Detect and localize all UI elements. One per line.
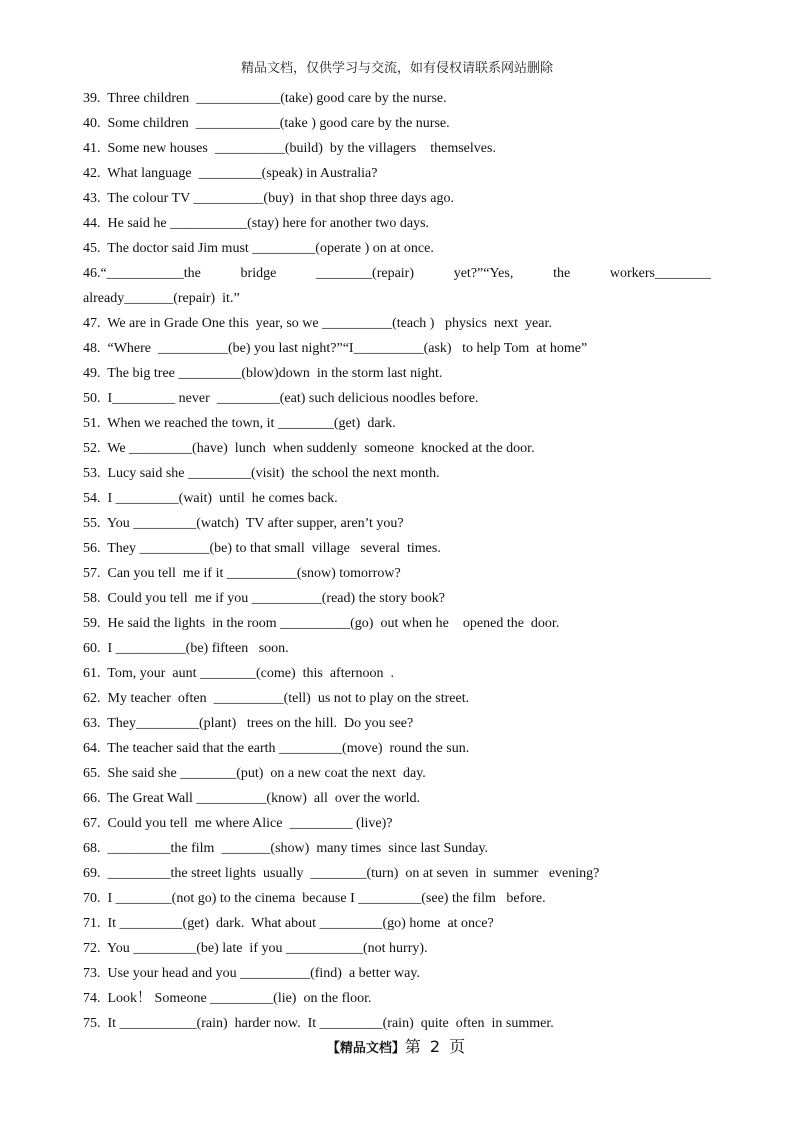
question-74: 74. Look！ Someone _________(lie) on the floor. [83,991,372,1006]
question-62: 62. My teacher often __________(tell) us not to play on the street. [83,691,470,706]
question-44: 44. He said he ___________(stay) here for another two days. [83,216,430,231]
page-footer [0,1034,794,1057]
q46-part: workers________ [609,266,711,281]
question-49: 49. The big tree _________(blow)down in the storm last night. [83,366,443,381]
question-46-line-1 [83,261,711,286]
question-58: 58. Could you tell me if you __________(read) the story book? [83,591,445,606]
question-41: 41. Some new houses __________(build) by the villagers themselves. [83,141,496,156]
q46-part: 46.“___________the [83,266,201,281]
question-46-line-2: already_______(repair) it.” [83,291,240,306]
question-48: 48. “Where __________(be) you last night?”“I__________(ask) to help Tom at home” [83,341,588,356]
question-61: 61. Tom, your aunt ________(come) this afternoon . [83,666,394,681]
question-75: 75. It ___________(rain) harder now. It _________(rain) quite often in summer. [83,1016,554,1031]
page-number: 第 2 页 [404,1037,468,1056]
q46-part: the [553,266,571,281]
question-73: 73. Use your head and you __________(find) a better way. [83,966,420,981]
question-43: 43. The colour TV __________(buy) in that shop three days ago. [83,191,454,206]
question-59: 59. He said the lights in the room __________(go) out when he opened the door. [83,616,560,631]
question-51: 51. When we reached the town, it ________(get) dark. [83,416,396,431]
question-65: 65. She said she ________(put) on a new coat the next day. [83,766,426,781]
question-55: 55. You _________(watch) TV after supper, aren’t you? [83,516,404,531]
question-72: 72. You _________(be) late if you ___________(not hurry). [83,941,428,956]
question-40: 40. Some children ____________(take ) good care by the nurse. [83,116,450,131]
page-header: 精品文档，仅供学习与交流，如有侵权请联系网站删除 [240,61,553,76]
question-68: 68. _________the film _______(show) many times since last Sunday. [83,841,489,856]
question-70: 70. I ________(not go) to the cinema because I _________(see) the film before. [83,891,546,906]
question-42: 42. What language _________(speak) in Australia? [83,166,378,181]
question-63: 63. They_________(plant) trees on the hill. Do you see? [83,716,414,731]
question-64: 64. The teacher said that the earth _________(move) round the sun. [83,741,470,756]
question-50: 50. I_________ never _________(eat) such delicious noodles before. [83,391,479,406]
question-69: 69. _________the street lights usually ________(turn) on at seven in summer evening? [83,866,600,881]
question-53: 53. Lucy said she _________(visit) the school the next month. [83,466,440,481]
question-60: 60. I __________(be) fifteen soon. [83,641,289,656]
question-56: 56. They __________(be) to that small village several times. [83,541,441,556]
q46-part: bridge [240,266,277,281]
exercise-list [83,86,711,1036]
question-67: 67. Could you tell me where Alice _________ (live)? [83,816,393,831]
question-39: 39. Three children ____________(take) good care by the nurse. [83,91,447,106]
question-45: 45. The doctor said Jim must _________(operate ) on at once. [83,241,434,256]
q46-part: yet?”“Yes, [453,266,514,281]
question-57: 57. Can you tell me if it __________(snow) tomorrow? [83,566,401,581]
question-54: 54. I _________(wait) until he comes back. [83,491,338,506]
question-52: 52. We _________(have) lunch when suddenly someone knocked at the door. [83,441,535,456]
q46-part: ________(repair) [316,266,414,281]
footer-tag: 【精品文档】 [326,1041,405,1056]
question-47: 47. We are in Grade One this year, so we __________(teach ) physics next year. [83,316,552,331]
question-71: 71. It _________(get) dark. What about _________(go) home at once? [83,916,494,931]
question-66: 66. The Great Wall __________(know) all over the world. [83,791,421,806]
